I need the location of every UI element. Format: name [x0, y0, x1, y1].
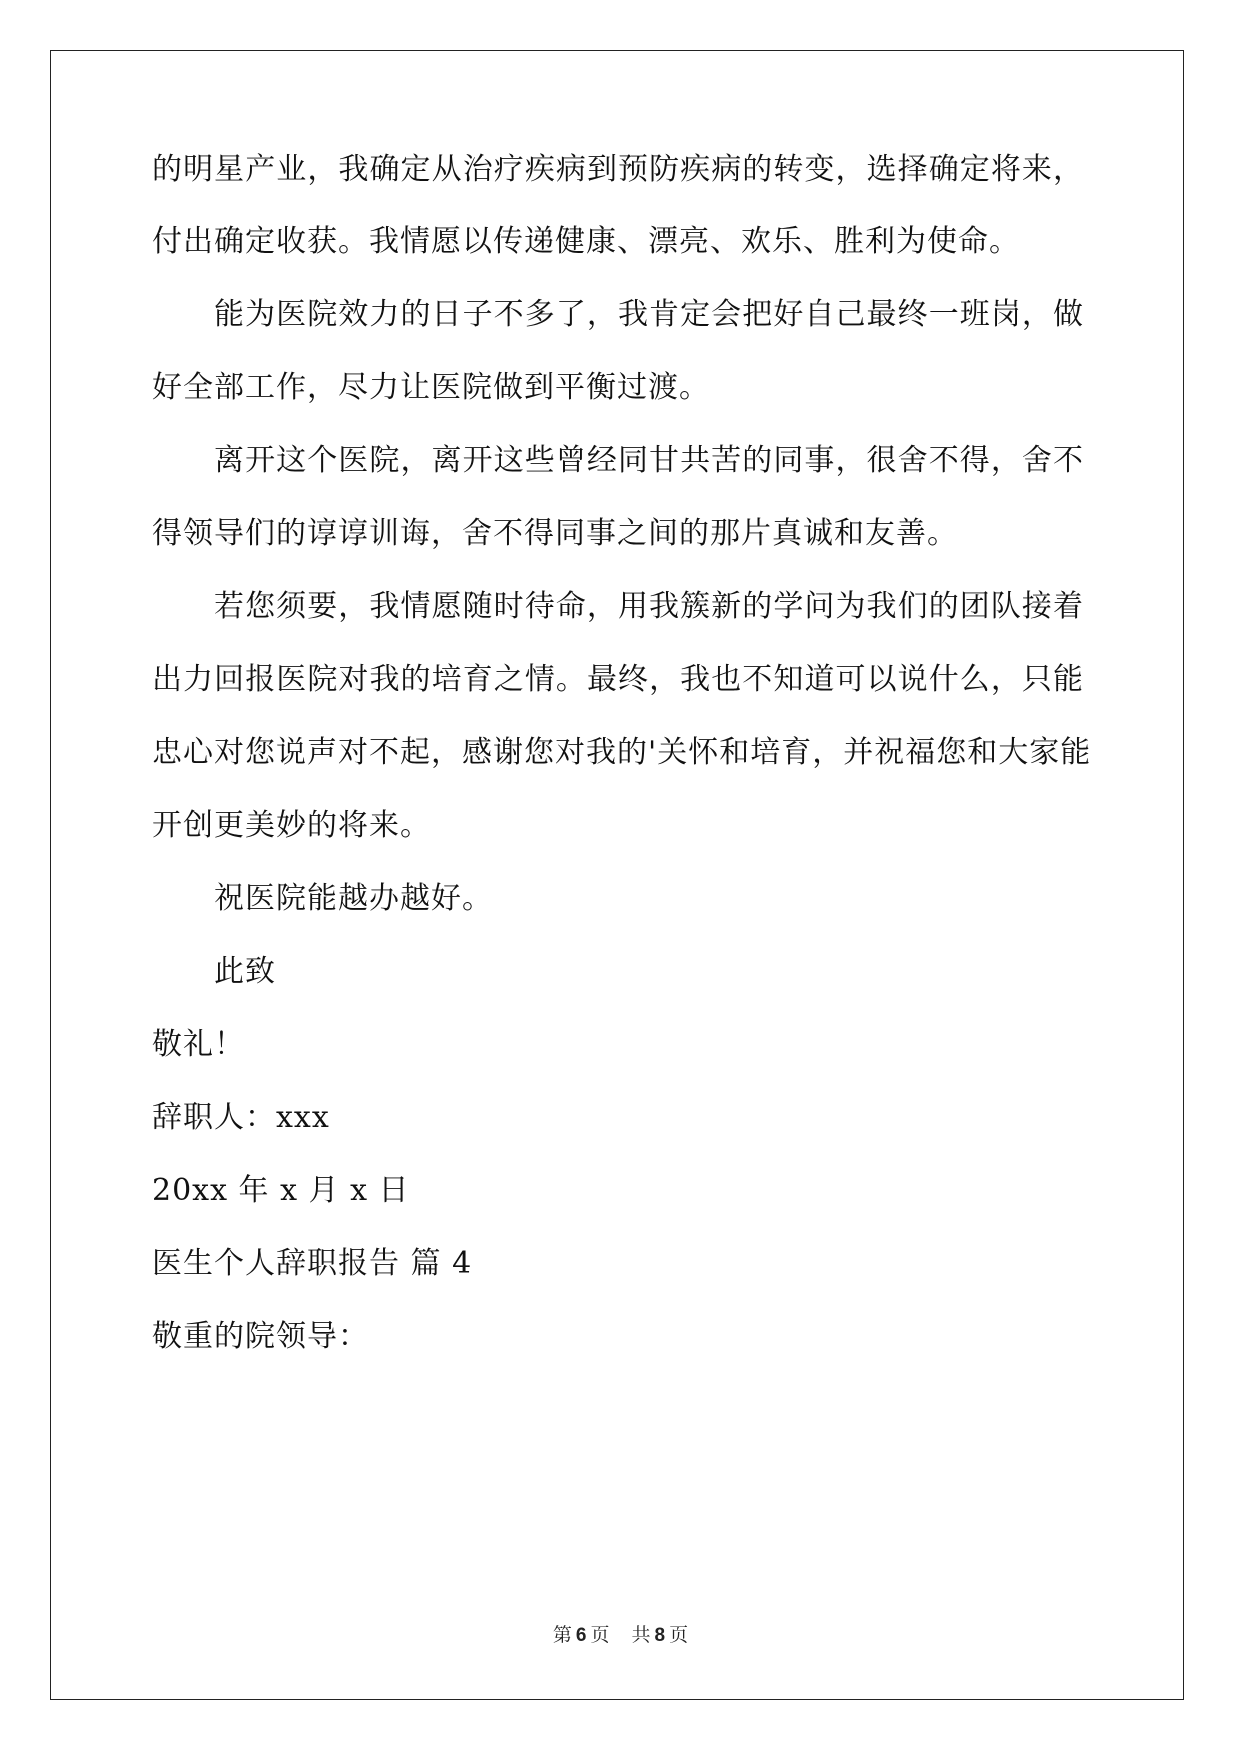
current-page-number: 6	[575, 1625, 587, 1646]
text-line: 付出确定收获。我情愿以传递健康、漂亮、欢乐、胜利为使命。	[152, 224, 1020, 259]
page-suffix: 页	[590, 1624, 610, 1646]
section-title: 医生个人辞职报告 篇 4	[152, 1246, 473, 1281]
text-line: 若您须要，我情愿随时待命，用我簇新的学问为我们的团队接着	[214, 589, 1084, 624]
resignee-line: 辞职人：xxx	[152, 1100, 330, 1135]
greeting-line: 敬重的院领导：	[152, 1319, 369, 1354]
page-footer	[0, 1620, 1241, 1647]
text-line: 能为医院效力的日子不多了，我肯定会把好自己最终一班岗，做	[214, 297, 1084, 332]
text-line: 开创更美妙的将来。	[152, 808, 431, 843]
text-line: 得领导们的谆谆训诲，舍不得同事之间的那片真诚和友善。	[152, 516, 958, 551]
text-line: 出力回报医院对我的培育之情。最终，我也不知道可以说什么，只能	[152, 662, 1084, 697]
closing-salutation: 敬礼！	[152, 1027, 245, 1062]
date-line: 20xx 年 x 月 x 日	[152, 1173, 410, 1208]
total-pages-number: 8	[654, 1625, 666, 1646]
page-prefix: 第	[552, 1624, 572, 1646]
total-prefix: 共	[631, 1624, 651, 1646]
text-line: 的明星产业，我确定从治疗疾病到预防疾病的转变，选择确定将来，	[152, 152, 1084, 187]
text-line: 此致	[214, 954, 276, 989]
text-line: 忠心对您说声对不起，感谢您对我的'关怀和培育，并祝福您和大家能	[152, 735, 1092, 770]
text-line: 祝医院能越办越好。	[214, 881, 493, 916]
text-line: 好全部工作，尽力让医院做到平衡过渡。	[152, 370, 710, 405]
text-line: 离开这个医院，离开这些曾经同甘共苦的同事，很舍不得，舍不	[214, 443, 1084, 478]
total-suffix: 页	[669, 1624, 689, 1646]
